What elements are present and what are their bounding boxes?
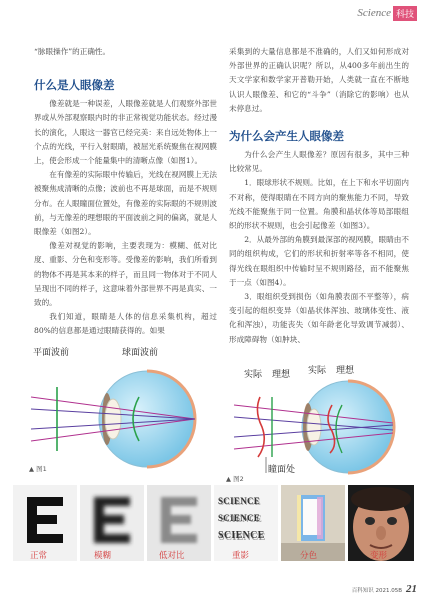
section-tag: 科技 bbox=[393, 6, 417, 21]
strip-label-distortion: 变形 bbox=[370, 551, 388, 561]
figure-2-aberrated-eye bbox=[228, 367, 413, 482]
strip-label-low-contrast: 低对比 bbox=[159, 551, 185, 561]
paragraph: 我们知道，眼睛是人体的信息采集机构，超过80%的信息都是通过眼睛获得的。如果 bbox=[34, 312, 217, 336]
paragraph: 像差就是一种误差，人眼像差就是人们观察外部世界或从外部观察眼内时的非正常视觉功能状态。经过漫长的演化，人眼这一器官已经完美：来自远处物体上一个点的光线，平行入射眼睛，被屈光系统聚焦在视网膜上，使会形成一个能量集中的清晰点像（如图1）。 bbox=[34, 99, 217, 166]
strip-label-normal: 正常 bbox=[30, 551, 48, 561]
strip-label-ghosting: 重影 bbox=[232, 551, 250, 561]
paragraph: 在有像差的实际眼中传输后，光线在视网膜上无法被聚焦成清晰的点像；波前也不再是球面，而是不规则分布。在人眼瞳面位置处，有像差的实际眼的不规则波前，与无像差的理想眼的平面波前之间的偏离，就是人眼像差（如图2）。 bbox=[34, 170, 217, 237]
intro-tail: “脉眼操作”的正确性。 bbox=[34, 47, 111, 56]
paragraph: 1．眼球形状不规则。比如，在上下和水平切面内不对称，使得眼睛在不同方向的聚焦能力不同，导致光线不能聚焦于同一位置。角膜和晶状体等局部眼组织的形状不规则，也会引起像差（如图3）。 bbox=[229, 178, 409, 231]
label-spherical-wavefront: 球面波前 bbox=[122, 348, 159, 358]
section-heading-what: 什么是人眼像差 bbox=[34, 78, 115, 93]
right-column bbox=[229, 45, 409, 347]
ghost-text: SCIENCE bbox=[218, 530, 265, 541]
label-pupil-plane: 瞳面处 bbox=[268, 465, 296, 475]
eye-diagram-1 bbox=[27, 357, 217, 477]
paragraph: 2．从最外部的角膜到最深部的视网膜，眼睛由不同的组织构成，它们的形状和折射率等各不相同，使得光线在眼组织中传输时呈不规则路径，而不能聚焦于一点（如图4）。 bbox=[229, 235, 409, 287]
strip-label-blur: 模糊 bbox=[94, 551, 112, 561]
label-actual: 实际 bbox=[244, 370, 263, 380]
left-column bbox=[34, 45, 217, 339]
ghost-text: SCIENCE bbox=[218, 513, 261, 523]
label-actual: 实际 bbox=[308, 366, 327, 376]
paragraph: 像差对视觉的影响，主要表现为：模糊、低对比度、重影、分色和变形等。受像差的影响，我们所看到的物体不再是其本来的样子，而且同一物体对于不同人呈现出不同的样子，这意味着外部世界不再是真实、一致的。 bbox=[34, 241, 217, 308]
page-header bbox=[357, 4, 417, 22]
label-ideal: 理想 bbox=[272, 370, 291, 380]
figure-1-caption: ▲ 图1 bbox=[29, 465, 47, 473]
label-plane-wavefront: 平面波前 bbox=[33, 348, 70, 358]
letter-e-blurred bbox=[80, 485, 144, 561]
strip-label-color-fringe: 分色 bbox=[300, 551, 318, 561]
paragraph: 采集到的大量信息都是不准确的，人们又如何形成对外部世界的正确认识呢？所以，从400多年前出生的天文学家和数学家开普勒开始，人类就一直在不断地认识人眼像差、和它的“斗争”（消除它的影响）也从未停息过。 bbox=[229, 47, 409, 113]
aberration-examples-strip bbox=[13, 485, 414, 561]
tile-blur bbox=[80, 485, 144, 561]
ghost-text: SCIENCE bbox=[218, 496, 261, 506]
paragraph: 为什么会产生人眼像差？原因有很多，其中三种比较常见。 bbox=[229, 150, 409, 174]
section-heading-why: 为什么会产生人眼像差 bbox=[229, 129, 344, 144]
eye-diagram-2 bbox=[228, 375, 413, 480]
page-footer bbox=[352, 583, 417, 595]
figure-1-eye-diagram bbox=[27, 345, 217, 475]
magazine-name: Science bbox=[357, 7, 391, 19]
issue-info: 百科知识 2021.05B bbox=[351, 588, 402, 594]
label-ideal: 理想 bbox=[336, 366, 355, 376]
paragraph: 3．眼组织受到损伤（如角膜表面不平整等），病变引起的组织变异（如晶状体浑浊、玻璃体变性、液化和浑浊），功能丧失（如年龄老化导致调节减弱）、形成障碍物（如肿块、 bbox=[229, 292, 409, 344]
figure-2-caption: ▲ 图2 bbox=[226, 475, 244, 483]
page-number: 21 bbox=[406, 583, 417, 595]
